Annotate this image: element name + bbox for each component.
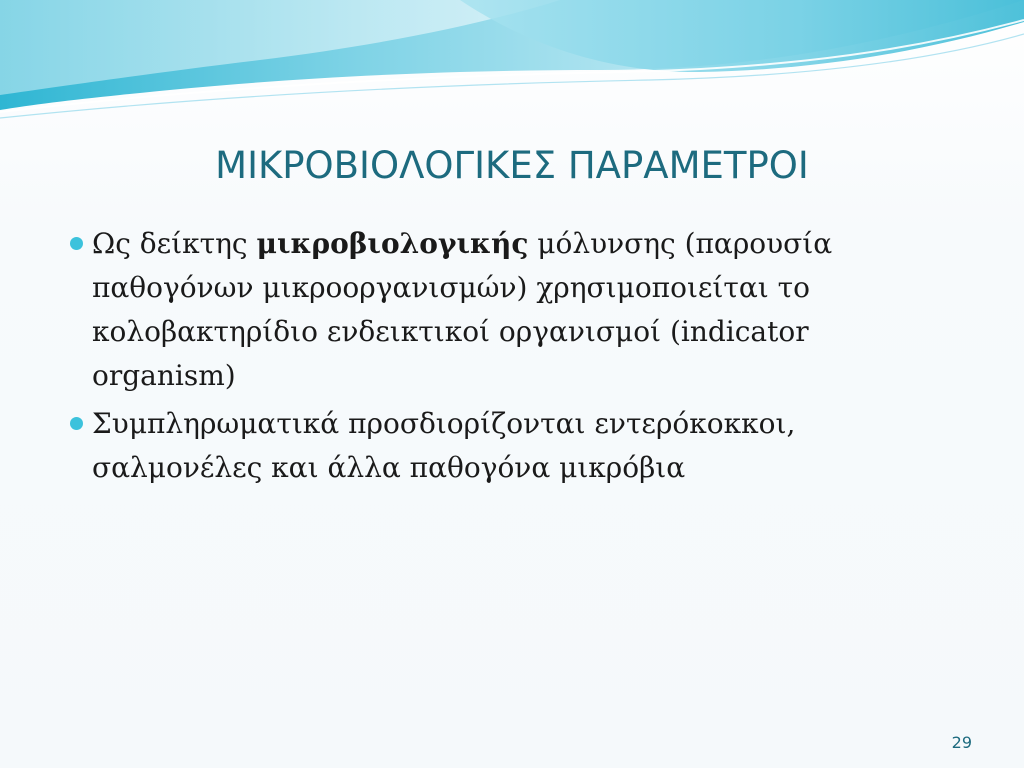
bullet-text-post: μόλυνσης (παρουσία παθογόνων μικροοργανισμών) χρησιμοποιείται το κολοβακτηρίδιο ενδεικτικοί οργανισμοί (indicator organism)	[92, 227, 833, 392]
bullet-text-bold: μικροβιολογικής	[256, 227, 529, 260]
bullet-text: Συμπληρωματικά προσδιορίζονται εντερόκοκκοι, σαλμονέλες και άλλα παθογόνα μικρόβια	[92, 407, 796, 484]
slide-title: ΜΙΚΡΟΒΙΟΛΟΓΙΚΕΣ ΠΑΡΑΜΕΤΡΟΙ	[215, 144, 809, 187]
page-number: 29	[951, 733, 972, 752]
bullet-text-pre: Ως δείκτης	[92, 227, 257, 260]
bullet-item	[64, 222, 944, 398]
bullet-list	[64, 222, 944, 494]
bullet-icon	[70, 417, 83, 430]
bullet-item	[64, 402, 944, 490]
bullet-icon	[70, 237, 83, 250]
decorative-wave-header	[0, 0, 1024, 130]
